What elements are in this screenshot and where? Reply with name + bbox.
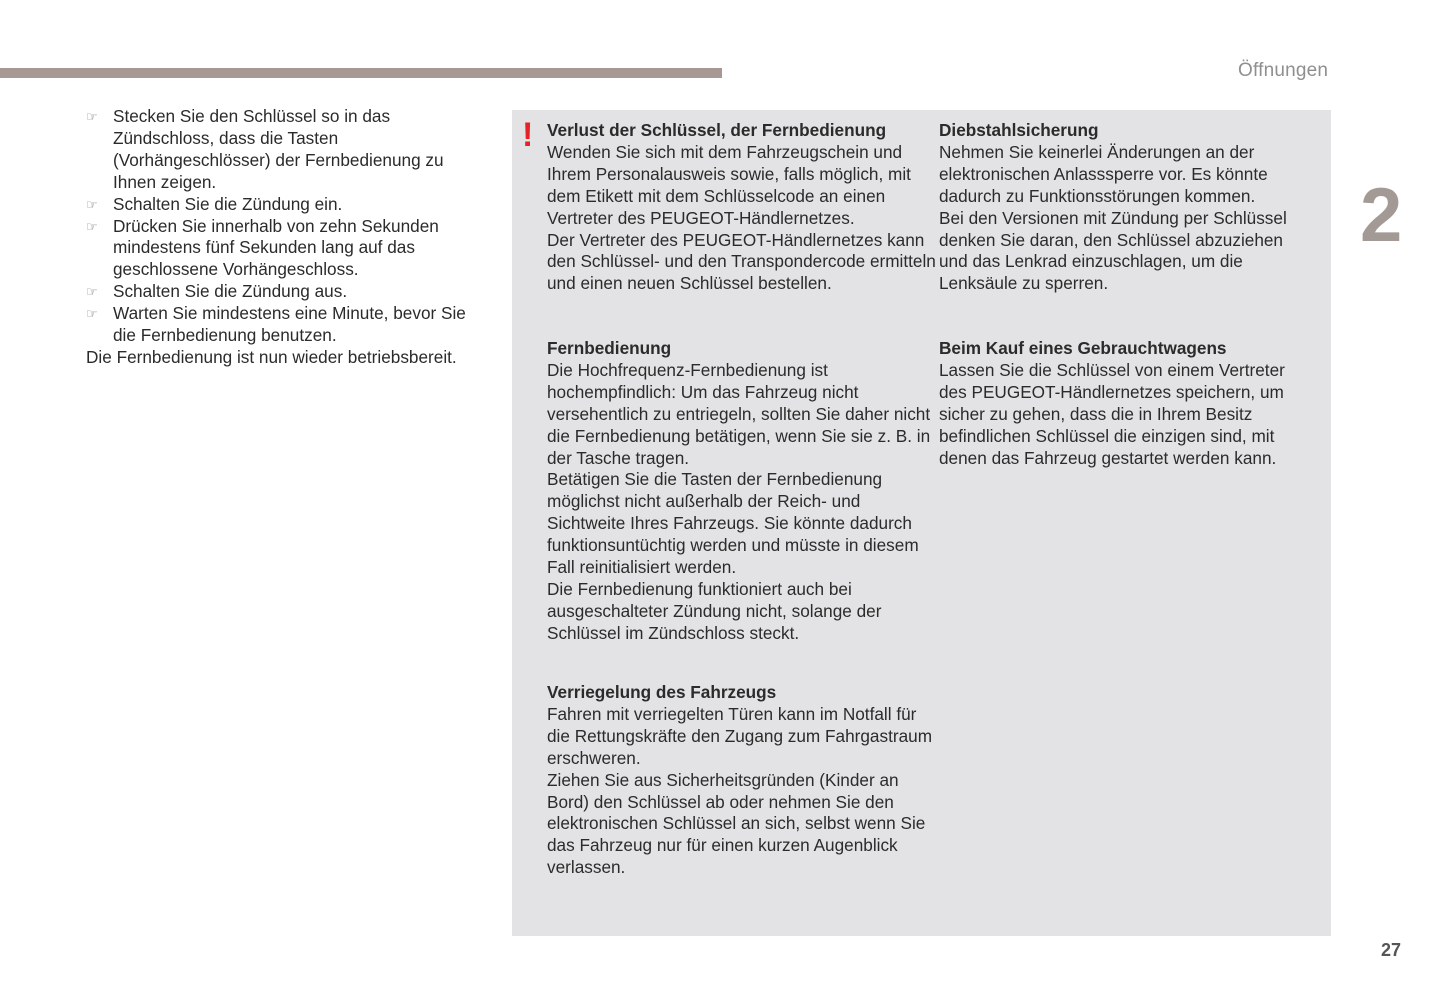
procedure-step: ☞ Drücken Sie innerhalb von zehn Sekunden mindestens fünf Sekunden lang auf das geschlossene Vorhängeschloss. <box>86 215 439 280</box>
block-paragraph: Wenden Sie sich mit dem Fahrzeugschein und Ihrem Personalausweis sowie, falls möglich, mit dem Etikett mit dem Schlüsselcode an einen Vertreter des PEUGEOT-Händlernetzes. <box>547 141 911 228</box>
header-rule <box>0 68 722 78</box>
procedure-step: ☞ Schalten Sie die Zündung ein. <box>86 193 343 214</box>
key-loss-block <box>547 120 939 295</box>
hand-pointer-icon: ☞ <box>86 196 98 212</box>
hand-pointer-icon: ☞ <box>86 218 98 234</box>
block-paragraph: Die Hochfrequenz-Fernbedienung ist hochempfindlich: Um das Fahrzeug nicht versehentlich zu entriegeln, sollten Sie daher nicht die Fernbedienung betätigen, wenn Sie sie z. B. in der Tasche tragen. <box>547 359 931 468</box>
block-paragraph: Lassen Sie die Schlüssel von einem Vertreter des PEUGEOT-Händlernetzes speichern, um sicher zu gehen, dass die in Ihrem Besitz befindlichen Schlüssel die einzigen sind, mit denen das Fahrzeug gestartet werden kann. <box>939 359 1285 468</box>
used-car-block <box>939 338 1313 469</box>
remote-control-block <box>547 338 939 645</box>
exclamation-warning-icon: ! <box>522 116 534 154</box>
procedure-steps <box>86 106 486 347</box>
procedure-step: ☞ Schalten Sie die Zündung aus. <box>86 281 348 302</box>
vehicle-locking-block <box>547 682 939 879</box>
procedure-column <box>86 106 486 369</box>
block-paragraph: Fahren mit verriegelten Türen kann im Notfall für die Rettungskräfte den Zugang zum Fahrgastraum erschweren. <box>547 703 933 768</box>
block-paragraph: Der Vertreter des PEUGEOT-Händlernetzes kann den Schlüssel- und den Transpondercode ermitteln und einen neuen Schlüssel bestellen. <box>547 229 936 294</box>
block-title: Verriegelung des Fahrzeugs <box>547 682 777 702</box>
anti-theft-block <box>939 120 1313 295</box>
hand-pointer-icon: ☞ <box>86 284 98 300</box>
block-paragraph: Bei den Versionen mit Zündung per Schlüssel denken Sie daran, den Schlüssel abzuziehen und das Lenkrad einzuschlagen, um die Lenksäule zu sperren. <box>939 207 1287 294</box>
procedure-step: ☞ Warten Sie mindestens eine Minute, bevor Sie die Fernbedienung benutzen. <box>86 303 466 346</box>
block-paragraph: Betätigen Sie die Tasten der Fernbedienung möglichst nicht außerhalb der Reich- und Sichtweite Ihres Fahrzeugs. Sie könnte dadurch funktionsuntüchtig werden und müsste in diesem Fall reinitialisiert werden. <box>547 469 919 578</box>
block-paragraph: Ziehen Sie aus Sicherheitsgründen (Kinder an Bord) den Schlüssel ab oder nehmen Sie den elektronischen Schlüssel an sich, selbst wenn Sie das Fahrzeug nur für einen kurzen Augenblick verlassen. <box>547 769 926 878</box>
block-title: Fernbedienung <box>547 338 672 358</box>
procedure-conclusion: Die Fernbedienung ist nun wieder betriebsbereit. <box>86 346 457 367</box>
block-paragraph: Nehmen Sie keinerlei Änderungen an der elektronischen Anlasssperre vor. Es könnte dadurch zu Funktionsstörungen kommen. <box>939 141 1268 206</box>
page-number: 27 <box>1381 940 1402 960</box>
block-title: Diebstahlsicherung <box>939 120 1099 140</box>
procedure-step: ☞ Stecken Sie den Schlüssel so in das Zündschloss, dass die Tasten (Vorhängeschlösser) der Fernbedienung zu Ihnen zeigen. <box>86 106 444 192</box>
chapter-number: 2 <box>1360 173 1403 258</box>
section-title: Öffnungen <box>1238 60 1329 81</box>
block-title: Verlust der Schlüssel, der Fernbedienung <box>547 120 887 140</box>
hand-pointer-icon: ☞ <box>86 306 98 322</box>
hand-pointer-icon: ☞ <box>86 109 98 124</box>
block-paragraph: Die Fernbedienung funktioniert auch bei ausgeschalteter Zündung nicht, solange der Schlüssel im Zündschloss steckt. <box>547 578 882 643</box>
block-title: Beim Kauf eines Gebrauchtwagens <box>939 338 1227 358</box>
